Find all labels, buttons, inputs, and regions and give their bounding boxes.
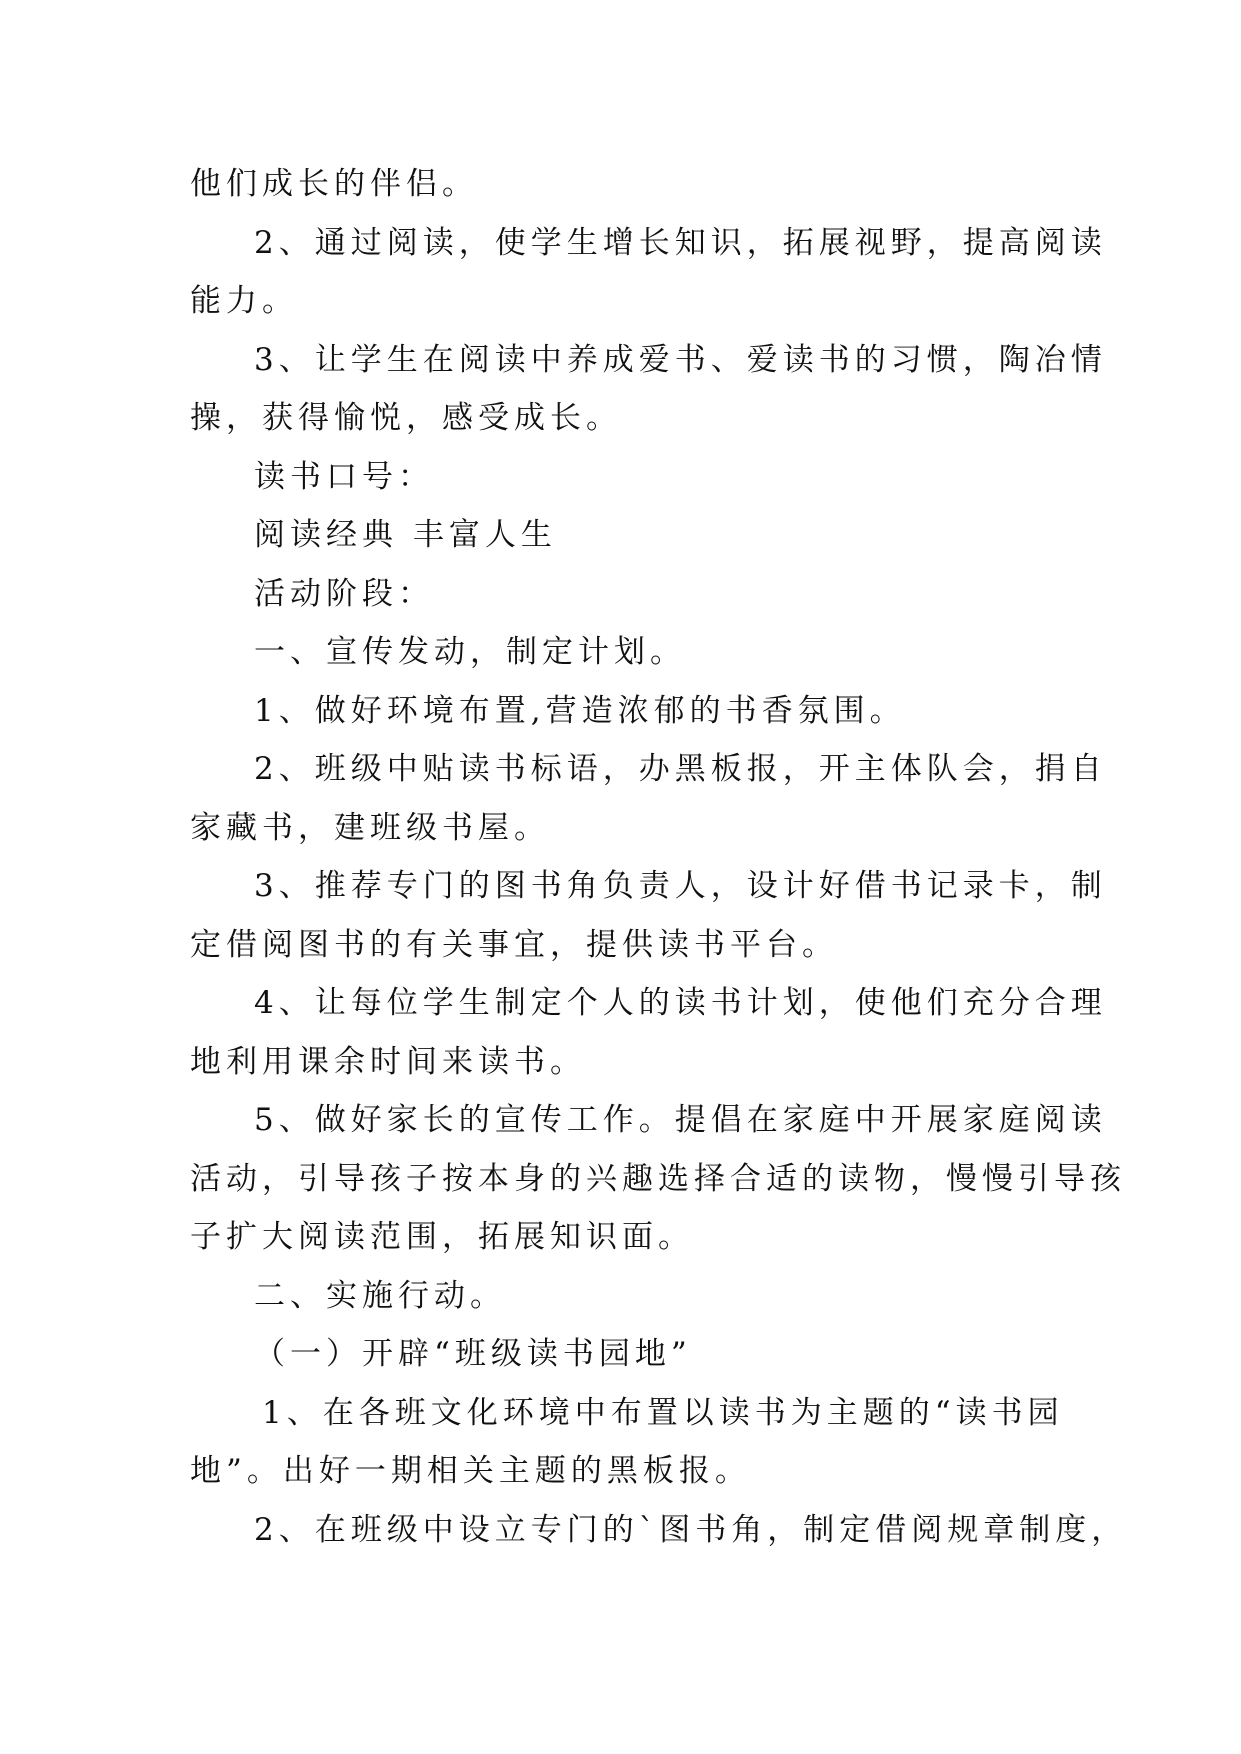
text-line: 2、通过阅读，使学生增长知识，拓展视野，提高阅读 bbox=[254, 224, 1107, 261]
text-line: 一、宣传发动，制定计划。 bbox=[254, 634, 686, 670]
text-line: 操，获得愉悦，感受成长。 bbox=[190, 400, 622, 436]
text-line: 定借阅图书的有关事宜，提供读书平台。 bbox=[190, 926, 838, 963]
text-line: 2、在班级中设立专门的`图书角，制定借阅规章制度， bbox=[254, 1511, 1128, 1548]
text-line: 读书口号： bbox=[254, 458, 434, 495]
text-line: 能力。 bbox=[190, 283, 298, 319]
document-body bbox=[190, 155, 1128, 1559]
text-line: 地利用课余时间来读书。 bbox=[190, 1043, 586, 1080]
text-line: 2、班级中贴读书标语，办黑板报，开主体队会，捐自 bbox=[254, 751, 1107, 787]
text-line: 阅读经典 丰富人生 bbox=[254, 517, 557, 553]
text-line: 4、让每位学生制定个人的读书计划，使他们充分合理 bbox=[254, 985, 1107, 1021]
text-line: 他们成长的伴侣。 bbox=[190, 166, 478, 202]
text-line: 3、让学生在阅读中养成爱书、爱读书的习惯，陶冶情 bbox=[254, 341, 1107, 378]
text-line: （一）开辟“班级读书园地” bbox=[254, 1336, 692, 1372]
text-line: 1、做好环境布置,营造浓郁的书香氛围。 bbox=[254, 692, 906, 729]
text-line: 二、实施行动。 bbox=[254, 1277, 506, 1314]
text-line: 活动，引导孩子按本身的兴趣选择合适的读物，慢慢引导孩 bbox=[190, 1160, 1126, 1197]
text-line: 地”。出好一期相关主题的黑板报。 bbox=[190, 1453, 751, 1489]
text-line: 3、推荐专门的图书角负责人，设计好借书记录卡，制 bbox=[254, 868, 1107, 904]
text-line: 子扩大阅读范围，拓展知识面。 bbox=[190, 1219, 694, 1255]
text-line: 家藏书，建班级书屋。 bbox=[190, 809, 550, 846]
text-line: 1、在各班文化环境中布置以读书为主题的“读书园 bbox=[262, 1394, 1064, 1431]
text-line: 活动阶段： bbox=[254, 575, 434, 612]
text-line: 5、做好家长的宣传工作。提倡在家庭中开展家庭阅读 bbox=[254, 1102, 1107, 1138]
